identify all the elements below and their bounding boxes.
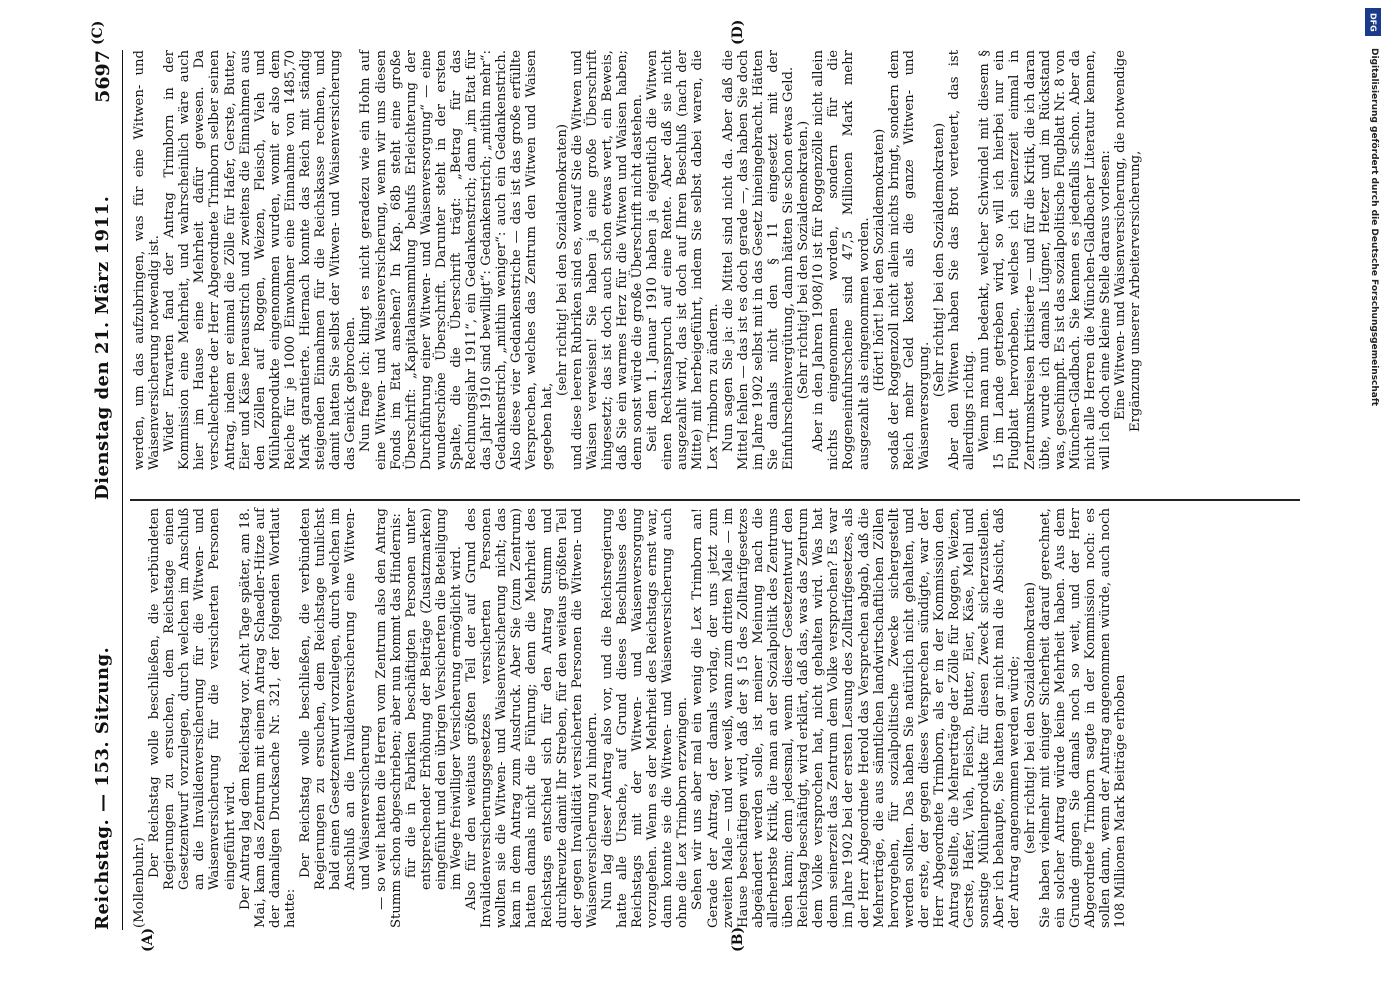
paragraph: Nun frage ich: klingt es nicht geradezu wie ein Hohn auf eine Witwen- und Waisenversicherung, wenn wir uns diesen Fonds im Etat ansehen? In Kap. 68b steht eine große Überschrift: „Kapitalansammlung behufs Erleichterung der Durchführung einer Witwen- und Waisenversorgung“ — eine wunderschöne Überschrift. Darunter steht in der ersten Spalte, die die Überschrift trägt: „Betrag für das Rechnungsjahr 1911“, ein Gedankenstrich; dann „im Etat für das Jahr 1910 sind bewilligt“: Gedankenstrich; „mithin mehr“: Gedankenstrich, „mithin weniger“: auch ein Gedankenstrich. Also diese vier Gedankenstriche — das ist das große erfüllte Versprechen, welches das Zentrum den Witwen und Waisen gegeben hat, [358,50,555,470]
paragraph: sodaß der Roggenzoll nicht allein nichts bringt, sondern dem Reich mehr Geld kostet als die ganze Witwen- und Waisenversorgung. [886,50,932,470]
paragraph: und diese leeren Rubriken sind es, worauf Sie die Witwen und Waisen verweisen! Sie haben ja eine große Überschrift hingesetzt; das ist doch auch schon etwas wert, ein Beweis, daß Sie ein warmes Herz für die Witwen und Waisen haben; denn sonst würde die große Überschrift nicht dastehen. [569,50,646,470]
right-column [132,50,1143,470]
paragraph: — so weit hatten die Herren vom Zentrum also den Antrag Stumm schon abgeschrieben; aber nun kommt das Hindernis: [373,508,404,928]
interjection: (sehr richtig! bei den Sozialdemokraten) [1022,582,1038,854]
paragraph: (Mollenbuhr.) [132,837,147,928]
left-column [132,508,1128,928]
newspaper-page [40,0,1340,1000]
paragraph: Der Antrag lag dem Reichstag vor. Acht Tage später, am 18. Mai, kam das Zentrum mit einem Antrag Schaedler-Hitze auf der damaligen Drucksache Nr. 321, der folgenden Wortlaut hatte: [237,508,298,928]
paragraph: Also für den weitaus größten Teil der auf Grund des Invalidenversicherungsgesetzes versicherten Personen wollten sie die Witwen- und Waisenversicherung nicht; das kam in dem Antrag zum Ausdruck. Aber Sie (zum Zentrum) hatten damals nicht die Führung; denn die Mehrheit des Reichstags entschied sich für den Antrag Stumm und durchkreuzte damit Ihr Streben, für den weitaus größten Teil der gegen Invalidität versicherten Personen die Witwen- und Waisenversicherung zu hindern. [464,508,600,928]
header-session: Reichstag. — 153. Sitzung. [92,646,113,930]
paragraph: Aber in den Jahren 1908/10 ist für Roggenzölle nicht allein nichts eingenommen worden, sondern für die Roggeneinfuhrscheine sind 47,5 Millionen Mark mehr ausgezahlt als eingenommen worden. [811,50,872,470]
column-divider [130,500,1300,502]
margin-letter-b: (B) [730,926,746,952]
margin-letter-c: (C) [90,20,106,45]
paragraph: Sie haben vielmehr mit einiger Sicherheit darauf gerechnet, ein solcher Antrag würde keine Mehrheit haben. Aus dem Grunde gingen Sie damals noch so weit, und der Herr Abgeordnete Trimborn sagte in der Kommission noch: es sollen dann, wenn der Antrag angenommen würde, auch noch 108 Millionen Mark Beiträge erhoben [1037,508,1129,928]
paragraph: Wenn man nun bedenkt, welcher Schwindel mit diesem § 15 im Lande getrieben wird, so will ich hierbei nur ein Flugblatt hervorheben, welches ich seinerzeit einmal in Zentrumskreisen kritisierte — und für die Kritik, die ich daran übte, wurde ich damals Lügner, Hetzer und im Rückstand was, geschimpft. Es ist das sozialpolitische Flugblatt Nr. 8 von München-Gladbach. Sie kennen es jedenfalls schon. Aber da nicht alle Herren die München-Gladbacher Literatur kennen, will ich doch eine kleine Stelle daraus vorlesen: [977,50,1113,470]
paragraph: Nun lag dieser Antrag also vor, und die Reichsregierung hatte alle Ursache, auf Grund dieses Beschlusses des Reichstags mit der Witwen- und Waisenversorgung vorzugehen. Wenn es der Mehrheit des Reichstags ernst war, dann konnte sie die Witwen- und Waisenversicherung auch ohne die Lex Trimborn erzwingen. [599,508,691,928]
paragraph: Der Reichstag wolle beschließen, die verbündeten Regierungen zu ersuchen, dem Reichstage einen Gesetzentwurf vorzulegen, durch welchen im Anschluß an die Invalidenversicherung für die Witwen- und Waisenversicherung für die versicherten Personen eingeführt wird. [147,508,238,890]
digitization-credit: Digitalisierung gefördert durch die Deutsche Forschungsgemeinschaft [1369,48,1379,407]
paragraph: Eine Witwen- und Waisenversicherung, die notwendige Ergänzung unserer Arbeiterversicherung, [1113,50,1144,432]
paragraph: Seit dem 1. Januar 1910 haben ja eigentlich die Witwen einen Rechtsanspruch auf eine Rente. Aber daß sie nicht ausgezahlt wird, das ist doch auf Ihren Beschluß (nach der Mitte) mit herbeigeführt, indem Sie selbst dabei waren, die Lex Trimborn zu ändern. [645,50,721,470]
paragraph: Aber den Witwen haben Sie das Brot verteuert, das ist allerdings richtig. [947,50,978,470]
page-number: 5697 [92,50,114,103]
interjection: (sehr richtig! bei den Sozialdemokraten) [554,124,570,396]
dfg-logo: DFG [1365,8,1381,36]
paragraph: werden, um das aufzubringen, was für eine Witwen- und Waisenversicherung notwendig ist. [132,50,163,470]
interjection: (Sehr richtig! bei den Sozialdemokraten.) [796,120,812,400]
header-date: Dienstag den 21. März 1911. [92,195,113,500]
paragraph: Der Reichstag wolle beschließen, die verbündeten Regierungen zu ersuchen, dem Reichstage tunlichst bald einen Gesetzentwurf vorzulegen, durch welchen im Anschluß an die Invalidenversicherung eine Witwen- und Waisenversicherung [298,508,374,890]
paragraph: für die in Fabriken beschäftigten Personen unter entsprechender Erhöhung der Beiträge (Zusatzmarken) eingeführt und den übrigen Versicherten die Beteiligung im Wege freiwilliger Versicherung ermöglicht wird. [403,508,464,890]
paragraph: Nun sagen Sie ja: die Mittel sind nicht da. Aber daß die Mittel fehlen — das ist es doch gerade —, das haben Sie doch im Jahre 1902 selbst mit in das Gesetz hineingebracht. Hätten Sie damals nicht den § 11 eingesetzt mit der Einfuhrscheinvergütung, dann hätten Sie schon etwas Geld. [720,50,797,470]
paragraph: Sehen wir uns aber mal ein wenig die Lex Trimborn an! Gerade der Antrag, der damals vorlag, der uns jetzt zum zweiten Male — und wer weiß, wann zum dritten Male — im Hause beschäftigen wird, daß der § 15 des Zolltarifgesetzes abgeändert werden solle, ist meiner Meinung nach die allerherbste Kritik, die man an der Sozialpolitik des Zentrums üben kann; denn jedesmal, wenn dieser Gesetzentwurf den Reichstag beschäftigt, wird erklärt, daß das, was das Zentrum dem Volke versprochen hat, nicht gehalten wird. Was hat denn seinerzeit das Zentrum dem Volke versprochen? Es war im Jahre 1902 bei der ersten Lesung des Zolltarifgesetzes, als der Herr Abgeordnete Herold das Versprechen abgab, daß die Mehrerträge, die aus sämtlichen landwirtschaftlichen Zöllen hervorgehen, für sozialpolitische Zwecke sichergestellt werden sollten. Das haben Sie natürlich nicht gehalten, und der erste, der gegen dieses Versprechen sündigte, war der Herr Abgeordnete Trimborn, als er in der Kommission den Antrag stellte, die Mehrerträge der Zölle für Roggen, Weizen, Gerste, Hafer, Vieh, Fleisch, Butter, Eier, Käse, Mehl und sonstige Mühlenprodukte für diesen Zweck sicherzustellen. Aber ich behaupte, Sie hatten gar nicht mal die Absicht, daß der Antrag angenommen werden würde; [690,508,1023,928]
page-header [88,50,123,930]
interjection: (Sehr richtig! bei den Sozialdemokraten) [931,122,947,398]
interjection: (Hört! hört! bei den Sozialdemokraten) [871,128,887,392]
paragraph: Wider Erwarten fand der Antrag Trimborn in der Kommission eine Mehrheit, und wahrscheinlich wäre auch hier im Hause eine Mehrheit dafür gewesen. Da verschlechterte der Herr Abgeordnete Trimborn selber seinen Antrag, indem er einmal die Zölle für Hafer, Gerste, Butter, Eier und Käse herausstrich und zweitens die Einnahmen aus den Zöllen auf Roggen, Weizen, Fleisch, Vieh und Mühlenprodukte eingenommen wurden, womit er also dem Reiche für je 1000 Einwohner eine Einnahme von 1485,70 Mark garantierte. Hiernach konnte das Reich mit ständig steigenden Einnahmen für die Reichskasse rechnen, und damit hatten Sie selbst der Witwen- und Waisenversicherung das Genick gebrochen. [162,50,359,470]
margin-letter-d: (D) [730,19,746,45]
margin-letter-a: (A) [140,927,156,952]
